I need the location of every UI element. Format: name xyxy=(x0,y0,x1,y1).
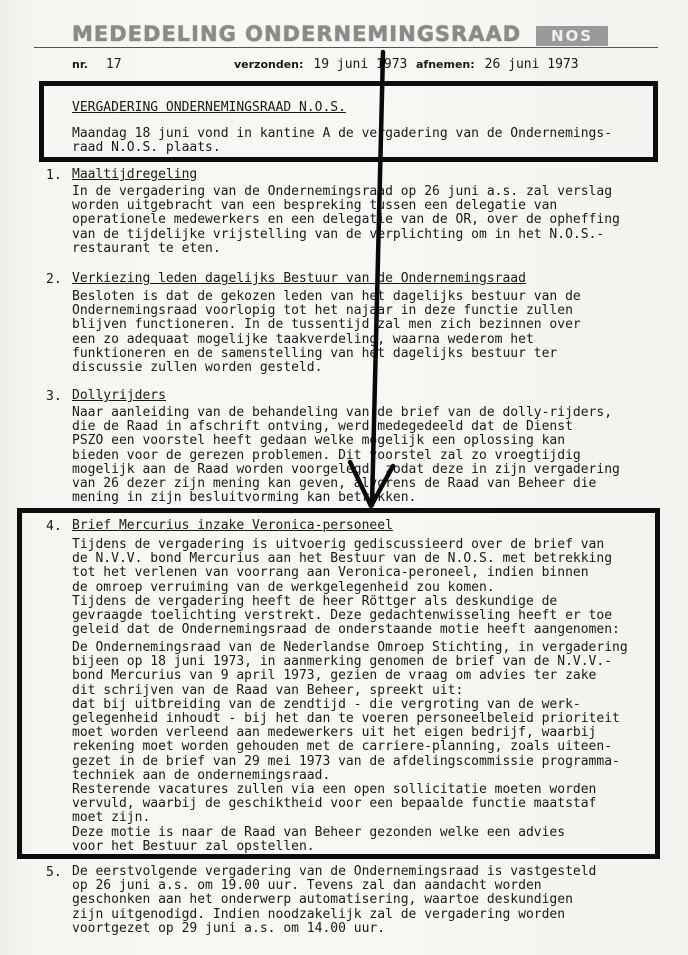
section-4-motion: De Ondernemingsraad van de Nederlandse Omroep Stichting, in vergadering bijeen op 18 juni 1973, in aanmerking genomen de brief van de N.V.V.- bond Mercurius van 9 april 1973, gezien de vraag om advies ter zake dit schrijven van de Raad van Beheer, spreekt uit: dat bij uitbreiding van de zendtijd - die vergroting van de werk- gelegenheid inhoudt - bij het dan te voeren personeelbeleid prioriteit moet worden verleend aan medewerkers uit het eigen bedrijf, waarbij rekening moet worden gehouden met de carriere-planning, zoals uiteen- gezet in de brief van 29 mei 1973 van de afdelingscommissie programma- techniek aan de ondernemingsraad. Resterende vacatures zullen via een open sollicitatie moeten worden vervuld, waarbij de geschiktheid voor een bepaalde functie maatstaf moet zijn. Deze motie is naar de Raad van Beheer gezonden welke een advies voor het Bestuur zal opstellen. xyxy=(72,640,628,854)
section-5-body: De eerstvolgende vergadering van de Ondernemingsraad is vastgesteld op 26 juni a.s. om 19.00 uur. Tevens zal dan aandacht worden geschonken aan het onderwerp automatisering, waartoe deskundigen zijn uitgenodigd. Indien noodzakelijk zal de vergadering worden voortgezet op 29 juni a.s. om 14.00 uur. xyxy=(72,864,597,936)
section-5-number: 5. xyxy=(46,865,62,880)
intro-body: Maandag 18 juni vond in kantine A de vergadering van de Ondernemings- raad N.O.S. plaats. xyxy=(72,126,613,156)
section-1-number: 1. xyxy=(46,168,62,183)
remove-date-value: 26 juni 1973 xyxy=(484,57,579,72)
section-4-body: Tijdens de vergadering is uitvoerig gediscussieerd over de brief van de N.V.V. bond Mercurius aan het Bestuur van de N.O.S. met betrekking tot het verlenen van voorrang aan Veronica-peroneel, indien binnen de omroep verruiming van de werkgelegenheid zou komen. Tijdens de vergadering heeft de heer Röttger als deskundige de gevraagde toelichting verstrekt. Deze gedachtenwisseling heeft er toe geleid dat de Ondernemingsraad de onderstaande motie heeft aangenomen: xyxy=(72,537,620,638)
nos-logo: NOS xyxy=(536,26,608,46)
sent-date-label: verzonden: xyxy=(234,58,304,71)
section-4-number: 4. xyxy=(46,519,62,534)
section-3-title: Dollyrijders xyxy=(72,388,166,403)
section-3-number: 3. xyxy=(46,389,62,404)
masthead-title: MEDEDELING ONDERNEMINGSRAAD xyxy=(72,22,522,46)
section-4-title: Brief Mercurius inzake Veronica-personeel xyxy=(72,518,393,533)
sent-date-value: 19 juni 1973 xyxy=(313,57,408,72)
issue-number-label: nr. xyxy=(72,58,88,71)
issue-number xyxy=(72,57,122,72)
header-rule xyxy=(34,47,658,48)
section-2-body: Besloten is dat de gekozen leden van het dagelijks bestuur van de Ondernemingsraad voorlopig tot het najaar in deze functie zullen blijven functioneren. In de tussentijd zal men zich bezinnen over een zo adequaat mogelijke taakverdeling, waarna wederom het funktioneren en de samenstelling van het dagelijks bestuur ter discussie zullen worden gesteld. xyxy=(72,289,581,376)
remove-date xyxy=(416,57,579,72)
section-2-title: Verkiezing leden dagelijks Bestuur van de Ondernemingsraad xyxy=(72,271,526,286)
intro-title: VERGADERING ONDERNEMINGSRAAD N.O.S. xyxy=(72,100,346,115)
remove-date-label: afnemen: xyxy=(416,58,475,71)
section-2-number: 2. xyxy=(46,272,62,287)
issue-number-value: 17 xyxy=(105,57,122,72)
section-1-title: Maaltijdregeling xyxy=(72,167,198,182)
sent-date xyxy=(234,57,407,72)
section-1-body: In de vergadering van de Ondernemingsraad op 26 juni a.s. zal verslag worden uitgebracht van een bespreking tussen een delegatie van operationele medewerkers en een delegatie van de OR, over de opheffing van de tijdelijke vrijstelling van de verplichting om in het N.O.S.- restaurant te eten. xyxy=(72,184,620,256)
section-3-body: Naar aanleiding van de behandeling van de brief van de dolly-rijders, die de Raad in afschrift ontving, werd medegedeeld dat de Dienst PSZO een voorstel heeft gedaan welke mogelijk een oplossing kan bieden voor de gerezen problemen. Dit voorstel zal zo vroegtijdig mogelijk aan de Raad worden voorgelegd, zodat deze in zijn vergadering van 26 dezer zijn mening kan geven, alvorens de Raad van Beheer die mening in zijn besluitvorming kan betrekken. xyxy=(72,405,620,506)
